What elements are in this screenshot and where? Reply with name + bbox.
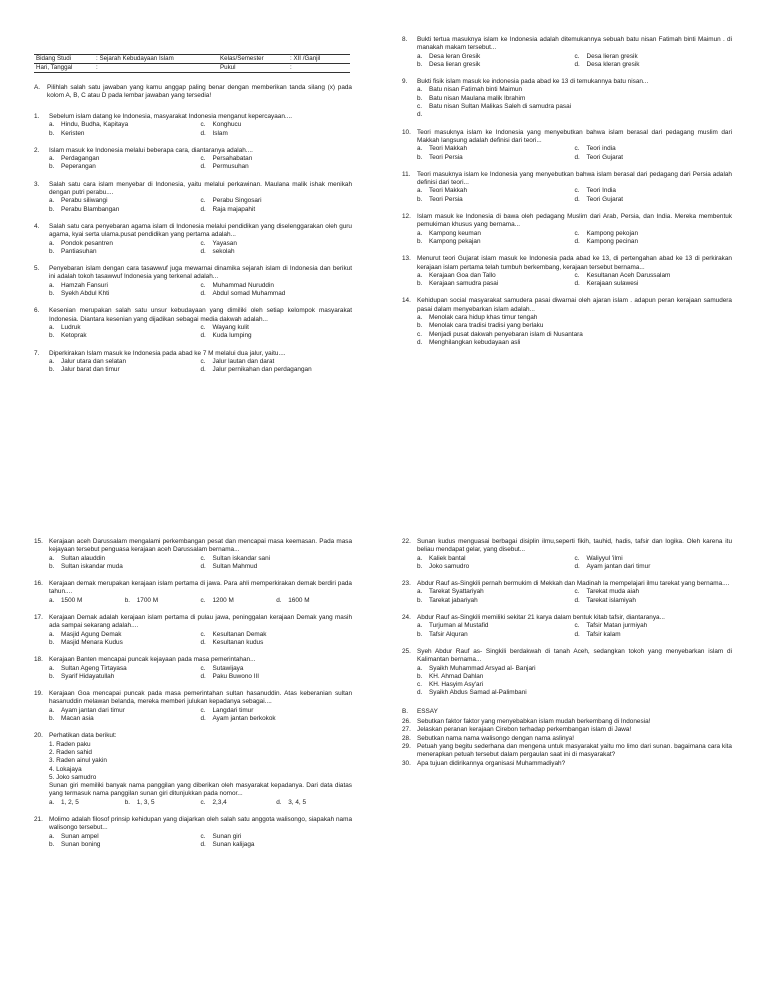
question-number: 12. xyxy=(402,213,411,221)
option-c[interactable]: c. KH. Hasyim Asy'ari xyxy=(417,681,484,689)
option-d[interactable]: d. Teori Gujarat xyxy=(574,195,624,203)
question-text: Kerajaan Banten mencapai puncak kejayaan pada masa pemerintahan... xyxy=(49,656,256,664)
option-a[interactable]: a. Menolak cara hidup khas timur tengah xyxy=(417,314,538,322)
question-21 xyxy=(34,816,352,849)
option-a[interactable]: a. Tarekat Syattariyah xyxy=(417,588,484,596)
instructions-number: A. xyxy=(34,84,41,91)
list-item: 1. Raden paku xyxy=(49,740,91,748)
question-10 xyxy=(402,129,732,162)
question-text: Menurut teori Gujarat islam masuk ke Indonesia pada abad ke 13, di pertengahan abad ke 13 di perkirakan kerajaan islam pertama telah tumbuh berkembang, kerajaan tersebut bernama... xyxy=(417,255,732,271)
question-5 xyxy=(34,265,352,298)
question-number: 22. xyxy=(402,538,411,545)
question-7 xyxy=(34,350,352,375)
option-a[interactable]: a. Sunan ampel xyxy=(49,832,99,840)
option-d[interactable]: d. Kuda lumping xyxy=(200,332,252,340)
question-number: 16. xyxy=(34,580,43,588)
option-a[interactable]: a. 1500 M xyxy=(49,596,83,604)
column-top-left xyxy=(34,113,352,383)
question-text: Salah satu cara penyebaran agama islam di Indonesia melalui pendidikan yang diselenggarakan oleh guru agama, kyai serta ulama.pusat pendidikan yang pertama adalah... xyxy=(49,222,352,239)
option-b[interactable]: b. Keristen xyxy=(49,129,85,137)
option-d[interactable]: d. Abdul somad Muhammad xyxy=(200,290,286,298)
question-9 xyxy=(402,78,732,119)
question-text: Sunan kudus menguasai berbagai disiplin ilmu,seperti fikih, tauhid, hadis, tafsir dan logika. Oleh karena itu beliau mendapat gelar, yang disebut... xyxy=(417,538,732,554)
option-d[interactable]: d. Kampong pecinan xyxy=(574,237,639,245)
option-d[interactable]: d. 3, 4, 5 xyxy=(276,798,307,806)
option-d[interactable]: d. Sunan kalijaga xyxy=(200,840,255,848)
list-item: 5. Joko samudro xyxy=(49,773,97,781)
option-b[interactable]: b. Syekh Abdul Khti xyxy=(49,290,110,298)
option-a[interactable]: a. Desa leran Gresik xyxy=(417,52,481,60)
question-4 xyxy=(34,223,352,256)
question-number: 24. xyxy=(402,614,411,622)
option-c[interactable]: c. Langdari timur xyxy=(200,706,254,714)
question-number: 5. xyxy=(34,265,40,273)
question-text: Bukti fisik islam masuk ke indonesia pada abad ke 13 di temukannya batu nisan... xyxy=(417,78,649,86)
question-13 xyxy=(402,255,732,288)
question-23 xyxy=(402,580,732,605)
option-a[interactable]: a. Kampong keuman xyxy=(417,229,481,237)
question-16 xyxy=(34,580,352,605)
option-d[interactable]: d. Ayam jantan dari timur xyxy=(574,562,651,570)
option-d[interactable]: d. Syaikh Abdus Samad al-Palimbani xyxy=(417,689,527,697)
option-b[interactable]: b. Ketoprak xyxy=(49,332,87,340)
option-c[interactable]: c. Batu nisan Sultan Malikas Saleh di samudra pasai xyxy=(417,103,572,111)
essay-question: 29. Petuah yang begitu sederhana dan mengena untuk masyarakat yaitu mo limo dari sunan. bagaimana cara kita menerapkan petuah tersebut dalam pergaulan saat ini di masyarakat? xyxy=(402,742,732,759)
option-c[interactable]: c. Tarekat muda aiah xyxy=(574,588,640,596)
question-text: Penyebaran islam dengan cara tasawwuf juga mewarnai dinamika sejarah islam di Indonesia dan berikut ini adalah tokoh tasawwuf Indonesia yang terkenal adalah... xyxy=(49,265,352,281)
question-25 xyxy=(402,648,732,698)
option-b[interactable]: b. Macan asia xyxy=(49,715,94,723)
essay-section xyxy=(402,708,732,768)
column-bottom-left xyxy=(34,538,352,858)
question-text-continued: Sunan giri memiliki banyak nama panggilan yang diberikan oleh masyarakat kepadanya. Dari data diatas yang termasuk nama panggilan sunan giri ditunjukkan pada nomor... xyxy=(49,782,352,798)
option-d[interactable]: d. Ayam jantan berkokok xyxy=(200,715,276,723)
question-number: 21. xyxy=(34,816,43,824)
question-text: Molimo adalah filosof prinsip kehidupan yang diajarkan oleh salah satu anggota walisongo, siapakah nama walisongo tersebut... xyxy=(49,816,352,832)
option-d[interactable]: d. sekolah xyxy=(200,247,235,255)
instructions-text: Pilihlah salah satu jawaban yang kamu anggap paling benar dengan memberikan tanda silang (x) pada kolom A, B, C atau D pada lembar jawaban yang tersedia! xyxy=(47,84,352,100)
option-b[interactable]: b. Syarif Hidayatullah xyxy=(49,672,115,680)
question-22 xyxy=(402,538,732,571)
question-number: 3. xyxy=(34,180,40,188)
question-text: Salah satu cara islam menyebar di Indonesia, yaitu melalui perkawinan. Maulana malik ishak menikah dengan putri perabu.... xyxy=(49,180,352,197)
question-1 xyxy=(34,113,352,138)
question-number: 10. xyxy=(402,128,411,136)
option-b[interactable]: b. Batu nisan Maulana malik Ibrahim xyxy=(417,94,526,102)
option-a[interactable]: a. Kaliek bantal xyxy=(417,554,466,562)
option-d[interactable]: d. Islam xyxy=(200,129,228,137)
question-number: 18. xyxy=(34,656,43,664)
question-number: 19. xyxy=(34,690,43,698)
question-text: Syeh Abdur Rauf as- Singkili berdakwah di tanah Aceh, sedangkan tokoh yang menyebarkan islam di Kalimantan bernama... xyxy=(417,647,732,664)
option-b[interactable]: b. Sunan boning xyxy=(49,840,101,848)
essay-section-number: B. xyxy=(402,707,409,715)
option-c[interactable]: c. Muhammad Nuruddin xyxy=(200,281,274,289)
question-text: Abdur Rauf as-Singkili memiliki sekitar 21 karya dalam bentuk kitab tafsir, diantaranya... xyxy=(417,614,665,622)
option-b[interactable]: b. Desa lieran gresik xyxy=(417,60,481,68)
question-number: 25. xyxy=(402,647,411,655)
question-20 xyxy=(34,732,352,807)
option-d[interactable]: d. Desa kleran gresik xyxy=(574,60,640,68)
time-label: Pukul xyxy=(218,64,288,73)
date-value: : xyxy=(94,64,218,73)
question-number: 6. xyxy=(34,307,40,315)
option-b[interactable]: b. Menolak cara tradisi tradisi yang berlaku xyxy=(417,322,544,330)
option-c[interactable]: c. 2,3,4 xyxy=(200,798,227,806)
question-3 xyxy=(34,181,352,214)
question-11 xyxy=(402,171,732,204)
option-c[interactable]: c. Menjadi pusat dakwah penyebaran islam di Nusantara xyxy=(417,330,583,338)
question-number: 1. xyxy=(34,113,40,120)
option-d[interactable]: d. Kerajaan sulawesi xyxy=(574,280,639,288)
question-15 xyxy=(34,538,352,571)
option-c[interactable]: c. Sultan iskandar sani xyxy=(200,554,271,562)
option-d[interactable]: d. Jalur pernikahan dan perdagangan xyxy=(200,366,312,374)
option-c[interactable]: c. Teori india xyxy=(574,145,616,153)
essay-question: 28. Sebutkan nama nama walisongo dengan nama aslinya! xyxy=(402,734,575,742)
option-a[interactable]: a. Teori Makkah xyxy=(417,187,468,195)
option-b[interactable]: b. Teori Persia xyxy=(417,153,463,161)
option-b[interactable]: b. Perabu Blambangan xyxy=(49,205,120,213)
column-top-right xyxy=(402,36,732,356)
question-number: 11. xyxy=(402,170,411,178)
option-a[interactable]: a. Perabu siliwangi xyxy=(49,197,108,205)
option-a[interactable]: a. Pondok pesantren xyxy=(49,239,113,247)
question-number: 15. xyxy=(34,538,43,545)
option-c[interactable]: c. Sunan giri xyxy=(200,832,242,840)
option-b[interactable]: b. Teori Persia xyxy=(417,195,463,203)
question-text: Teori masuknya islam ke Indonesia yang menyebutkan bahwa islam berasal dari pedagang muslim dari Makkah langsung adalah definisi dari teori... xyxy=(417,128,732,144)
option-a[interactable]: a. Ludruk xyxy=(49,323,81,331)
option-d[interactable]: d. 1600 M xyxy=(276,596,310,604)
question-number: 8. xyxy=(402,36,408,43)
option-d[interactable]: d. Kesultanan kudus xyxy=(200,638,264,646)
option-b[interactable]: b. Kerajaan samudra pasai xyxy=(417,280,499,288)
essay-title: ESSAY xyxy=(417,707,438,715)
option-b[interactable]: b. Masjid Menara Kudus xyxy=(49,638,123,646)
question-text: Islam masuk ke Indonesia melalui beberapa cara, diantaranya adalah.... xyxy=(49,146,253,154)
option-a[interactable]: a. Hamzah Fansuri xyxy=(49,281,108,289)
question-number: 20. xyxy=(34,732,43,740)
option-c[interactable]: c. Teori India xyxy=(574,187,616,195)
option-b[interactable]: b. Kampong pekajan xyxy=(417,237,481,245)
subject-value: : Sejarah Kebudayaan Islam xyxy=(94,55,218,64)
instructions xyxy=(34,84,352,101)
option-b[interactable]: b. Jalur barat dan timur xyxy=(49,366,120,374)
option-a[interactable]: a. Turjuman al Mustafid xyxy=(417,622,489,630)
essay-question: 26. Sebutkan faktor faktor yang menyebabkan islam mudah berkembang di Indonesia! xyxy=(402,718,651,726)
date-label: Hari, Tanggal xyxy=(34,64,94,73)
question-12 xyxy=(402,213,732,246)
option-b[interactable]: b. Tarekat jabariyah xyxy=(417,596,478,604)
data-list xyxy=(49,741,352,782)
option-a[interactable]: a. Teori Makkah xyxy=(417,145,468,153)
option-a[interactable]: a. Batu nisan Fatimah binti Maimun xyxy=(417,86,523,94)
option-a[interactable]: a. Syaikh Muhammad Arsyad al- Banjari xyxy=(417,664,536,672)
exam-header-table xyxy=(34,54,350,73)
option-a[interactable]: a. 1, 2, 5 xyxy=(49,798,79,806)
option-d[interactable]: d. Sultan Mahmud xyxy=(200,562,258,570)
option-c[interactable]: c. Yayasan xyxy=(200,239,237,247)
option-b[interactable]: b. 1, 3, 5 xyxy=(124,798,155,806)
question-text: Kesenian merupakan salah satu unsur kebudayaan yang dimiliki oleh setiap kelompok masyarakat Indonesia. Diantara kesenian yang dijadikan sebagai media dakwah adalah... xyxy=(49,307,352,323)
essay-question: 27. Jelaskan peranan kerajaan Cirebon terhadap perkembangan islam di Jawa! xyxy=(402,726,632,734)
column-bottom-right xyxy=(402,538,732,768)
option-c[interactable]: c. Kampong pekojan xyxy=(574,229,639,237)
subject-label: Bidang Studi xyxy=(34,55,94,64)
class-label: Kelas/Semester xyxy=(218,55,288,64)
question-17 xyxy=(34,614,352,647)
option-a[interactable]: a. Sultan Ageng Tirtayasa xyxy=(49,664,127,672)
option-c[interactable]: c. 1200 M xyxy=(200,596,234,604)
list-item: 4. Lokajaya xyxy=(49,765,82,773)
question-number: 9. xyxy=(402,78,408,86)
option-d[interactable]: d. Menghilangkan kebudayaan asli xyxy=(417,338,521,346)
question-text: Kerajaan demak merupakan kerajaan islam pertama di jawa. Para ahli memperkirakan demak berdiri pada tahun.... xyxy=(49,580,352,596)
option-a[interactable]: a. Ayam jantan dari timur xyxy=(49,706,125,714)
option-b[interactable]: b. KH. Ahmad Dahlan xyxy=(417,672,484,680)
class-value: : XII /Ganjil xyxy=(288,55,350,64)
question-number: 2. xyxy=(34,146,40,154)
essay-question: 30. Apa tujuan didirikannya organisasi Muhammadiyah? xyxy=(402,759,566,767)
option-b[interactable]: b. Peperangan xyxy=(49,163,96,171)
question-number: 7. xyxy=(34,349,40,357)
option-a[interactable]: a. Sultan alauddin xyxy=(49,554,106,562)
option-d[interactable]: d. Permusuhan xyxy=(200,163,249,171)
option-c[interactable]: c. Kesultanan Demak xyxy=(200,630,267,638)
list-item: 2. Raden sahid xyxy=(49,748,92,756)
option-d[interactable]: d. Paku Buwono III xyxy=(200,672,260,680)
option-c[interactable]: c. Sutawijaya xyxy=(200,664,244,672)
question-number: 14. xyxy=(402,297,411,305)
question-14 xyxy=(402,297,732,347)
option-c[interactable]: c. Konghucu xyxy=(200,121,242,129)
option-d[interactable]: d. Tafsir kalam xyxy=(574,630,621,638)
question-6 xyxy=(34,307,352,340)
option-a[interactable]: a. Perdagangan xyxy=(49,155,100,163)
option-a[interactable]: a. Masjid Agung Demak xyxy=(49,630,122,638)
question-text: Sebelum islam datang ke Indonesia, masyarakat Indonesia menganut kepercayaan.... xyxy=(49,113,292,120)
option-d[interactable]: d. xyxy=(417,111,423,119)
question-text: Kerajaan aceh Darussalam mengalami perkembangan pesat dan mencapai masa keemasan. Pada masa kejayaan tersebut penguasa kerajaan aceh Darussalam bernama... xyxy=(49,538,352,554)
question-18 xyxy=(34,656,352,681)
question-text: Kerajaan Demak adalah kerajaan islam pertama di pulau jawa, peninggalan kerajaan Demak yang masih ada sampai sekarang adalah.... xyxy=(49,614,352,630)
question-text: Teori masuknya islam ke Indonesia yang menyebutkan bahwa islam berasal dari pedagang dari Persia adalah definisi dari teori... xyxy=(417,170,732,187)
question-text: Bukti tertua masuknya islam ke Indonesia adalah ditemukannya sebuah batu nisan Fatimah binti Maimun . di manakah makam tersebut... xyxy=(417,36,732,52)
question-number: 13. xyxy=(402,255,411,263)
option-c[interactable]: c. Tafsir Matan jurmiyah xyxy=(574,622,648,630)
option-b[interactable]: b. 1700 M xyxy=(124,596,159,604)
list-item: 3. Raden ainul yakin xyxy=(49,757,107,765)
option-c[interactable]: c. Perabu Singosari xyxy=(200,197,262,205)
question-text: Diperkirakan Islam masuk ke Indonesia pada abad ke 7 M melalui dua jalur, yaitu.... xyxy=(49,349,286,357)
question-19 xyxy=(34,690,352,723)
option-c[interactable]: c. Jalur lautan dan darat xyxy=(200,357,275,365)
option-a[interactable]: a. Jalur utara dan selatan xyxy=(49,357,127,365)
option-c[interactable]: c. Desa lieran gresik xyxy=(574,52,638,60)
question-text: Perhatikan data berikut: xyxy=(49,732,117,740)
question-text: Islam masuk ke Indonesia di bawa oleh pedagang Muslim dari Arab, Persia, dan India. Mereka membentuk pemukiman khusus yang bernama... xyxy=(417,213,732,229)
option-d[interactable]: d. Tarekat islamiyah xyxy=(574,596,636,604)
option-b[interactable]: b. Sultan iskandar muda xyxy=(49,562,123,570)
option-c[interactable]: c. Kesultanan Aceh Darussalam xyxy=(574,271,671,279)
question-text: Abdur Rauf as-Singkili pernah bermukim di Mekkah dan Madinah la mempelajari ilmu tarekat yang bernama.... xyxy=(417,580,730,588)
question-number: 23. xyxy=(402,580,411,588)
option-b[interactable]: b. Joko samudro xyxy=(417,562,470,570)
option-a[interactable]: a. Hindu, Budha, Kapitaya xyxy=(49,121,129,129)
question-text: Kehidupan social masyarakat samudera pasai diwarnai oleh ajaran islam . adapun peran kerajaan samudera pasai dalam menyebarkan islam adalah... xyxy=(417,297,732,313)
question-number: 4. xyxy=(34,222,40,230)
option-c[interactable]: c. Persahabatan xyxy=(200,155,253,163)
option-a[interactable]: a. Kerajaan Goa dan Tallo xyxy=(417,271,496,279)
option-b[interactable]: b. Pantiasuhan xyxy=(49,247,97,255)
question-8 xyxy=(402,36,732,69)
option-b[interactable]: b. Tafsir Alquran xyxy=(417,630,468,638)
option-d[interactable]: d. Raja majapahit xyxy=(200,205,256,213)
time-value: : xyxy=(288,64,350,73)
option-c[interactable]: c. Waliyyul 'ilmi xyxy=(574,554,623,562)
question-24 xyxy=(402,614,732,639)
option-c[interactable]: c. Wayang kulit xyxy=(200,323,249,331)
question-2 xyxy=(34,147,352,172)
question-number: 17. xyxy=(34,614,43,622)
option-d[interactable]: d. Teori Gujarat xyxy=(574,153,624,161)
question-text: Kerajaan Goa mencapai puncak pada masa pemerintahan sultan hasanuddin. Atas keberanian sultan hasanuddin melawan belanda, mereka memberi julukan kepadanya sebagai.... xyxy=(49,690,352,706)
